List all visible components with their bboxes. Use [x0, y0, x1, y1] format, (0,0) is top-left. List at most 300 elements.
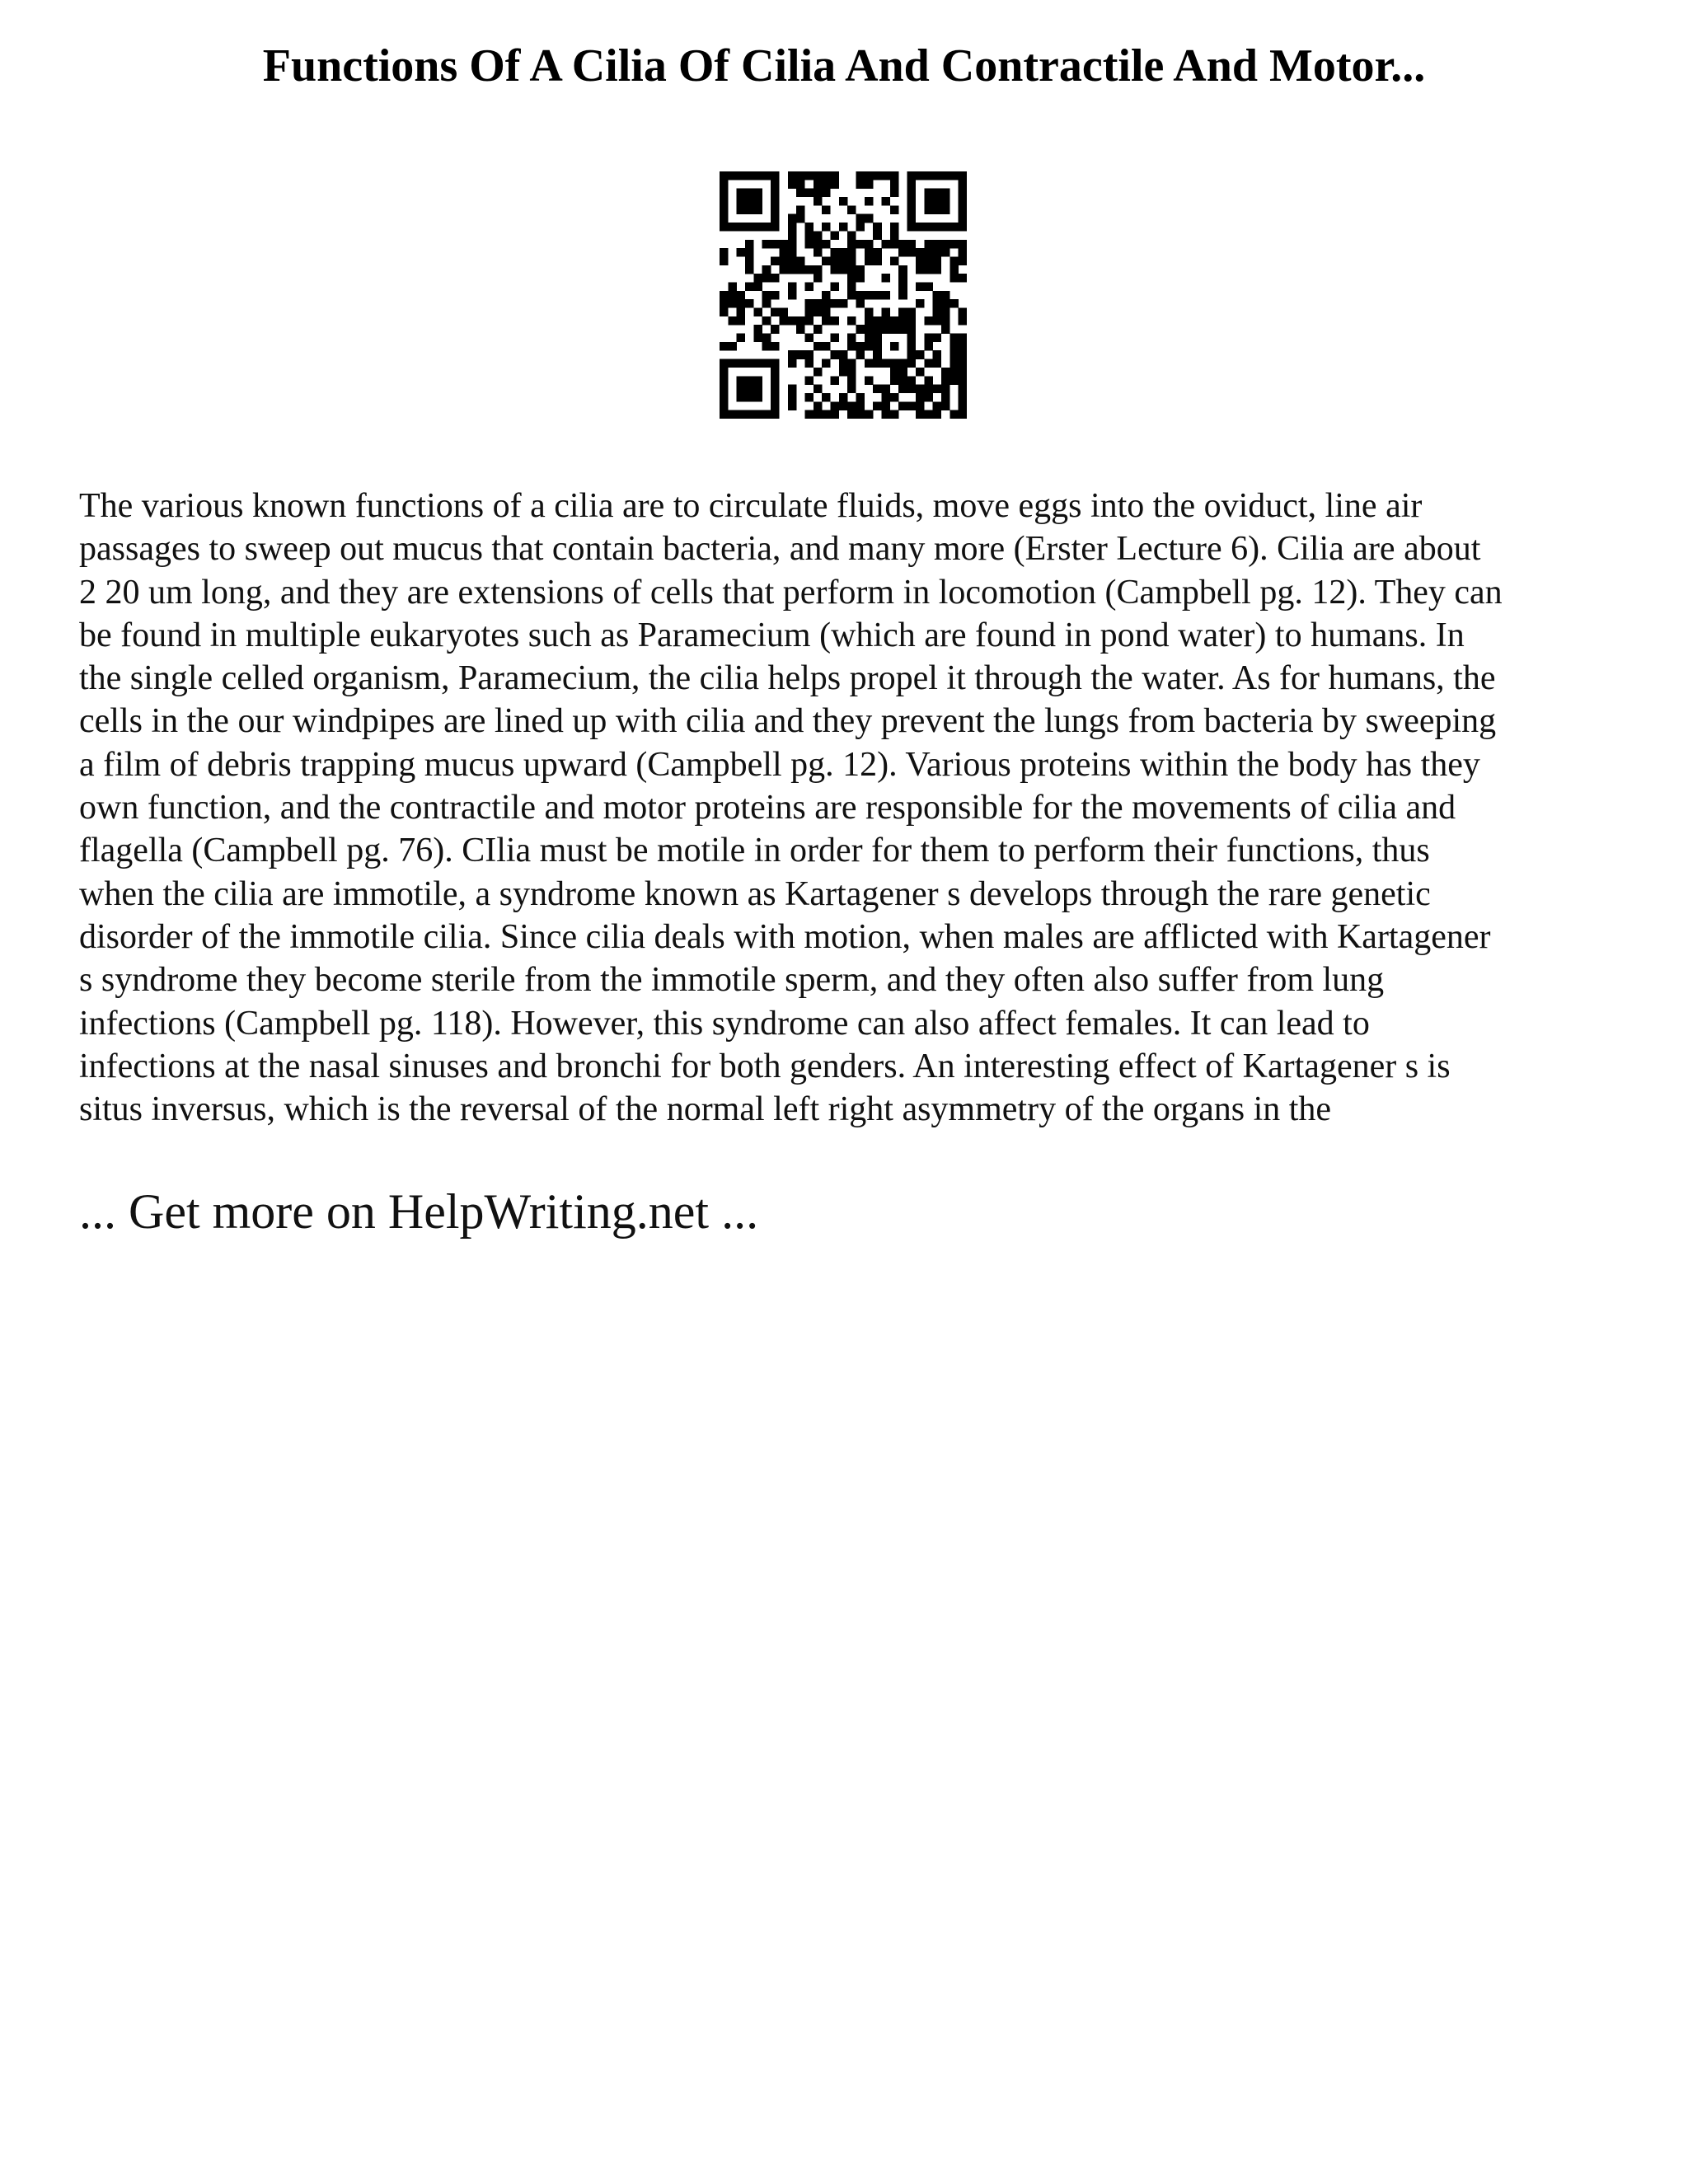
qr-module: [907, 359, 917, 368]
qr-module: [753, 376, 762, 385]
body-line: infections at the nasal sinuses and bronchi for both genders. An interesting effect of Kartagener s is: [79, 1047, 1451, 1085]
qr-module: [882, 316, 891, 326]
qr-module: [737, 393, 746, 402]
qr-module: [933, 240, 942, 249]
qr-module: [762, 265, 771, 274]
qr-module: [788, 350, 797, 359]
qr-module: [737, 376, 746, 385]
qr-module: [771, 393, 780, 402]
qr-module: [882, 325, 891, 334]
qr-module: [924, 385, 933, 394]
get-more-link[interactable]: ... Get more on HelpWriting.net ...: [79, 1184, 759, 1239]
qr-module: [959, 359, 967, 368]
page-title: Functions Of A Cilia Of Cilia And Contractile And Motor...: [262, 40, 1426, 91]
qr-module: [796, 180, 805, 189]
qr-module: [924, 316, 933, 326]
qr-module: [924, 282, 933, 291]
qr-module: [890, 223, 899, 232]
qr-module: [890, 410, 899, 419]
qr-module: [890, 240, 899, 249]
qr-module: [788, 223, 797, 232]
qr-module: [856, 180, 865, 189]
qr-module: [804, 410, 814, 419]
qr-module: [907, 248, 917, 257]
qr-module: [890, 393, 899, 402]
qr-module: [907, 240, 917, 249]
qr-module: [950, 410, 959, 419]
qr-module: [941, 248, 950, 257]
qr-module: [890, 342, 899, 351]
qr-module: [959, 214, 967, 223]
qr-module: [771, 401, 780, 410]
qr-module: [950, 265, 959, 274]
qr-module: [873, 223, 882, 232]
qr-module: [856, 240, 865, 249]
qr-module: [847, 248, 856, 257]
qr-module: [753, 189, 762, 198]
qr-module: [720, 205, 729, 214]
qr-module: [753, 274, 762, 283]
qr-module: [728, 171, 737, 180]
qr-module: [865, 240, 874, 249]
qr-module: [882, 240, 891, 249]
qr-module: [804, 240, 814, 249]
qr-module: [950, 299, 959, 308]
qr-module: [728, 359, 737, 368]
qr-module: [788, 316, 797, 326]
qr-module: [907, 350, 917, 359]
qr-module: [907, 401, 917, 410]
qr-module: [865, 214, 874, 223]
qr-module: [788, 359, 797, 368]
qr-module: [907, 325, 917, 334]
qr-module: [822, 256, 831, 265]
qr-module: [959, 410, 967, 419]
qr-module: [933, 401, 942, 410]
qr-module: [830, 282, 839, 291]
qr-module: [804, 316, 814, 326]
qr-module: [898, 385, 907, 394]
qr-module: [796, 256, 805, 265]
qr-module: [822, 299, 831, 308]
qr-module: [941, 401, 950, 410]
qr-module: [771, 274, 780, 283]
qr-module: [941, 316, 950, 326]
qr-module: [728, 291, 737, 300]
qr-module: [898, 368, 907, 377]
qr-module: [745, 265, 754, 274]
qr-module: [779, 308, 788, 317]
qr-module: [924, 410, 933, 419]
qr-module: [882, 393, 891, 402]
qr-module: [771, 171, 780, 180]
qr-module: [847, 368, 856, 377]
qr-module: [847, 240, 856, 249]
qr-module: [865, 197, 874, 206]
qr-module: [898, 316, 907, 326]
qr-module: [737, 385, 746, 394]
qr-module: [873, 256, 882, 265]
qr-module: [839, 393, 848, 402]
qr-module: [745, 223, 754, 232]
qr-module: [959, 256, 967, 265]
qr-module: [762, 342, 771, 351]
qr-module: [856, 274, 865, 283]
qr-module: [959, 197, 967, 206]
qr-module: [737, 197, 746, 206]
qr-module: [856, 265, 865, 274]
qr-module: [933, 410, 942, 419]
qr-module: [745, 248, 754, 257]
qr-module: [865, 256, 874, 265]
qr-module: [814, 299, 823, 308]
qr-module: [788, 256, 797, 265]
qr-module: [839, 368, 848, 377]
qr-module: [720, 223, 729, 232]
qr-module: [865, 248, 874, 257]
qr-module: [745, 376, 754, 385]
qr-module: [865, 410, 874, 419]
qr-module: [941, 376, 950, 385]
qr-module: [839, 223, 848, 232]
qr-module: [959, 376, 967, 385]
qr-module: [890, 231, 899, 240]
qr-module: [847, 385, 856, 394]
qr-module: [771, 368, 780, 377]
qr-module: [933, 205, 942, 214]
qr-module: [847, 359, 856, 368]
qr-module: [933, 350, 942, 359]
qr-module: [745, 240, 754, 249]
body-line: own function, and the contractile and motor proteins are responsible for the movements of cilia and: [79, 789, 1456, 827]
qr-module: [924, 393, 933, 402]
qr-module: [788, 171, 797, 180]
qr-module: [847, 376, 856, 385]
qr-module: [753, 393, 762, 402]
qr-module: [916, 171, 925, 180]
body-line: be found in multiple eukaryotes such as Paramecium (which are found in pond water) to humans. In: [79, 616, 1465, 654]
qr-module: [959, 189, 967, 198]
qr-module: [830, 231, 839, 240]
qr-module: [873, 359, 882, 368]
qr-module: [882, 308, 891, 317]
qr-module: [728, 410, 737, 419]
qr-module: [856, 393, 865, 402]
qr-module: [830, 334, 839, 343]
qr-module: [959, 316, 967, 326]
qr-module: [847, 205, 856, 214]
qr-module: [720, 291, 729, 300]
qr-module: [916, 350, 925, 359]
qr-module: [933, 256, 942, 265]
qr-module: [814, 368, 823, 377]
qr-module: [941, 205, 950, 214]
qr-module: [788, 248, 797, 257]
qr-module: [814, 410, 823, 419]
qr-module: [762, 334, 771, 343]
qr-module: [873, 316, 882, 326]
qr-module: [890, 368, 899, 377]
qr-module: [882, 274, 891, 283]
qr-module: [924, 189, 933, 198]
qr-module: [907, 342, 917, 351]
qr-module: [745, 282, 754, 291]
qr-module: [898, 291, 907, 300]
qr-module: [950, 240, 959, 249]
qr-module: [950, 256, 959, 265]
qr-module: [720, 197, 729, 206]
qr-module: [822, 316, 831, 326]
qr-module: [737, 359, 746, 368]
qr-module: [788, 214, 797, 223]
qr-module: [830, 248, 839, 257]
qr-module: [779, 316, 788, 326]
qr-module: [924, 197, 933, 206]
qr-module: [907, 205, 917, 214]
qr-module: [720, 342, 729, 351]
qr-module: [771, 180, 780, 189]
qr-module: [720, 401, 729, 410]
qr-module: [933, 223, 942, 232]
qr-module: [847, 291, 856, 300]
qr-module: [796, 214, 805, 223]
qr-module: [907, 197, 917, 206]
qr-module: [941, 291, 950, 300]
qr-module: [745, 299, 754, 308]
qr-module: [890, 316, 899, 326]
qr-module: [788, 385, 797, 394]
qr-module: [720, 171, 729, 180]
qr-module: [720, 308, 729, 317]
qr-module: [959, 274, 967, 283]
qr-module: [898, 265, 907, 274]
qr-module: [865, 308, 874, 317]
qr-module: [890, 205, 899, 214]
qr-module: [779, 248, 788, 257]
qr-module: [771, 308, 780, 317]
qr-module: [916, 393, 925, 402]
qr-module: [882, 385, 891, 394]
qr-module: [856, 410, 865, 419]
qr-module: [959, 223, 967, 232]
qr-module: [771, 385, 780, 394]
qr-module: [933, 248, 942, 257]
qr-module: [907, 180, 917, 189]
qr-module: [762, 359, 771, 368]
qr-module: [907, 171, 917, 180]
qr-module: [847, 231, 856, 240]
qr-module: [898, 401, 907, 410]
qr-module: [788, 240, 797, 249]
qr-module: [907, 376, 917, 385]
qr-module: [771, 342, 780, 351]
qr-module: [788, 291, 797, 300]
qr-module: [856, 401, 865, 410]
qr-module: [822, 223, 831, 232]
qr-module: [788, 401, 797, 410]
qr-module: [924, 171, 933, 180]
qr-module: [865, 325, 874, 334]
qr-module: [865, 334, 874, 343]
qr-module: [941, 393, 950, 402]
qr-module: [873, 248, 882, 257]
qr-module: [830, 299, 839, 308]
qr-module: [941, 240, 950, 249]
qr-module: [745, 197, 754, 206]
qr-module: [933, 334, 942, 343]
qr-module: [924, 240, 933, 249]
qr-module: [804, 231, 814, 240]
qr-module: [753, 282, 762, 291]
qr-module: [822, 171, 831, 180]
qr-module: [916, 256, 925, 265]
qr-module: [959, 401, 967, 410]
qr-module: [907, 214, 917, 223]
qr-module: [856, 214, 865, 223]
qr-module: [830, 171, 839, 180]
qr-module: [933, 316, 942, 326]
qr-module: [771, 197, 780, 206]
qr-module: [856, 350, 865, 359]
qr-module: [847, 334, 856, 343]
qr-module: [898, 240, 907, 249]
qr-module: [950, 342, 959, 351]
qr-module: [796, 189, 805, 198]
qr-module: [804, 376, 814, 385]
qr-module: [950, 368, 959, 377]
qr-module: [924, 342, 933, 351]
qr-module: [916, 248, 925, 257]
qr-module: [804, 299, 814, 308]
qr-module: [771, 325, 780, 334]
qr-module: [950, 334, 959, 343]
qr-module: [814, 342, 823, 351]
qr-module: [839, 256, 848, 265]
qr-module: [796, 316, 805, 326]
qr-module: [771, 214, 780, 223]
qr-module: [814, 385, 823, 394]
qr-module: [873, 342, 882, 351]
qr-module: [856, 299, 865, 308]
qr-module: [720, 376, 729, 385]
qr-module: [771, 359, 780, 368]
qr-module: [720, 248, 729, 257]
qr-module: [882, 410, 891, 419]
qr-module: [830, 265, 839, 274]
qr-module: [950, 359, 959, 368]
qr-module: [907, 316, 917, 326]
qr-module: [822, 291, 831, 300]
qr-module: [865, 342, 874, 351]
qr-module: [762, 171, 771, 180]
qr-module: [882, 197, 891, 206]
qr-module: [865, 359, 874, 368]
qr-module: [788, 265, 797, 274]
qr-module: [814, 325, 823, 334]
qr-module: [873, 231, 882, 240]
qr-module: [882, 359, 891, 368]
qr-module: [830, 316, 839, 326]
qr-module: [916, 385, 925, 394]
qr-module: [847, 316, 856, 326]
qr-module: [933, 359, 942, 368]
qr-module: [959, 248, 967, 257]
qr-module: [839, 299, 848, 308]
qr-module: [762, 316, 771, 326]
qr-module: [728, 282, 737, 291]
qr-module: [796, 171, 805, 180]
qr-module: [950, 274, 959, 283]
qr-module: [890, 189, 899, 198]
qr-module: [745, 256, 754, 265]
qr-module: [924, 256, 933, 265]
qr-module: [737, 316, 746, 326]
body-line: The various known functions of a cilia are to circulate fluids, move eggs into the oviduct, line air: [79, 487, 1423, 525]
qr-module: [950, 376, 959, 385]
qr-code: [720, 171, 967, 419]
qr-module: [941, 385, 950, 394]
qr-module: [933, 291, 942, 300]
qr-module: [753, 205, 762, 214]
qr-module: [822, 359, 831, 368]
body-line: situs inversus, which is the reversal of the normal left right asymmetry of the organs in the: [79, 1090, 1332, 1129]
qr-module: [720, 368, 729, 377]
qr-module: [822, 393, 831, 402]
qr-module: [771, 410, 780, 419]
qr-module: [890, 376, 899, 385]
qr-module: [907, 334, 917, 343]
qr-module: [720, 299, 729, 308]
qr-module: [814, 180, 823, 189]
qr-module: [788, 393, 797, 402]
qr-module: [873, 291, 882, 300]
qr-module: [941, 308, 950, 317]
qr-module: [959, 393, 967, 402]
qr-module: [873, 385, 882, 394]
qr-module: [814, 401, 823, 410]
qr-module: [865, 316, 874, 326]
qr-module: [737, 299, 746, 308]
qr-module: [796, 265, 805, 274]
qr-module: [898, 325, 907, 334]
qr-module: [796, 325, 805, 334]
qr-module: [830, 376, 839, 385]
qr-module: [933, 197, 942, 206]
body-line: the single celled organism, Paramecium, the cilia helps propel it through the water. As for humans, the: [79, 659, 1496, 698]
qr-module: [822, 410, 831, 419]
qr-module: [890, 256, 899, 265]
qr-module: [924, 223, 933, 232]
qr-module: [856, 171, 865, 180]
qr-module: [822, 308, 831, 317]
qr-module: [847, 410, 856, 419]
qr-module: [822, 342, 831, 351]
qr-module: [771, 205, 780, 214]
qr-module: [839, 359, 848, 368]
qr-module: [865, 180, 874, 189]
qr-module: [804, 359, 814, 368]
qr-module: [890, 325, 899, 334]
qr-module: [941, 299, 950, 308]
qr-module: [916, 265, 925, 274]
qr-module: [873, 334, 882, 343]
qr-module: [847, 265, 856, 274]
qr-module: [814, 240, 823, 249]
qr-module: [839, 401, 848, 410]
qr-module: [762, 291, 771, 300]
qr-module: [728, 223, 737, 232]
qr-module: [924, 359, 933, 368]
